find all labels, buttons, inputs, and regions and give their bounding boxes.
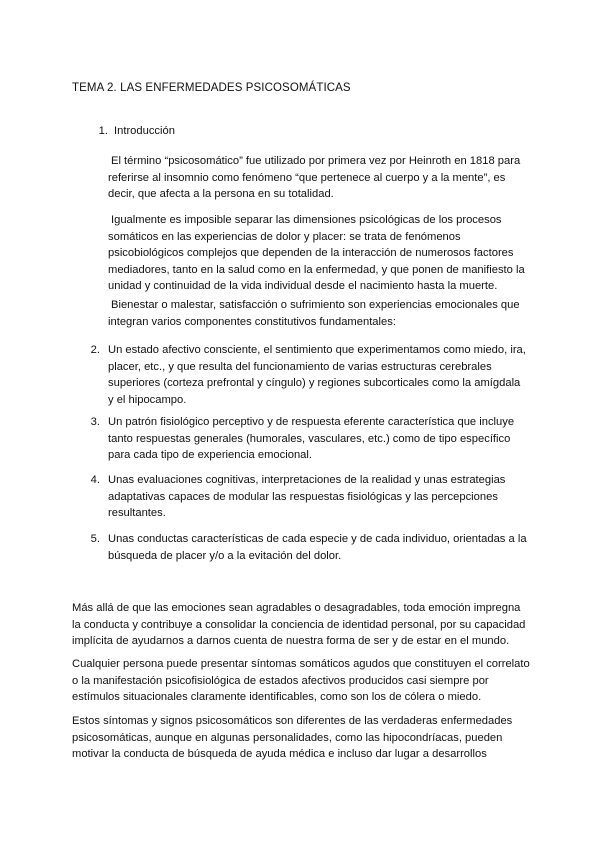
list-item-text: Un patrón fisiológico perceptivo y de respuesta eferente característica que incluye tanto respuestas generales (humorales, vasculares, etc.) como de tipo específico para cada tipo de experiencia emocional. — [108, 416, 515, 462]
list-item-text: Unas evaluaciones cognitivas, interpretaciones de la realidad y unas estrategias adaptativas capaces de modular las respuestas fisiológicas y las percepciones resultantes. — [108, 474, 506, 520]
list-item-number: 4. — [90, 474, 100, 486]
section-number: 1. — [98, 125, 108, 137]
body-paragraph: Más allá de que las emociones sean agradables o desagradables, toda emoción impregna la conducta y contribuye a consolidar la conciencia de identidad personal, por su capacidad implícita de ayudarnos a darnos cuenta de nuestra forma de ser y de estar en el mundo. — [72, 602, 526, 648]
body-paragraph: Estos síntomas y signos psicosomáticos son diferentes de las verdaderas enfermedades psicosomáticas, aunque en algunas personalidades, como las hipocondríacas, pueden motivar la conducta de búsqueda de ayuda médica e incluso dar lugar a desarrollos — [72, 715, 513, 761]
list-item-number: 3. — [90, 416, 100, 428]
list-item-text: Unas conductas características de cada especie y de cada individuo, orientadas a la búsqueda de placer y/o a la evitación del dolor. — [108, 533, 527, 562]
section-heading: Introducción — [114, 125, 175, 137]
list-item-text: Un estado afectivo consciente, el sentimiento que experimentamos como miedo, ira, placer, etc., y que resulta del funcionamiento de varias estructuras cerebrales superiores (corteza prefrontal y cíngulo) y regiones subcorticales como la amígdala y el hipocampo. — [108, 344, 526, 406]
list-item-number: 5. — [90, 533, 100, 545]
body-paragraph: Cualquier persona puede presentar síntomas somáticos agudos que constituyen el correlato o la manifestación psicofisiológica de estados afectivos producidos casi siempre por estímulos situacionales claramente identificables, como son los de cólera o miedo. — [72, 658, 530, 704]
document-title: TEMA 2. LAS ENFERMEDADES PSICOSOMÁTICAS — [72, 82, 351, 94]
intro-paragraph: Igualmente es imposible separar las dimensiones psicológicas de los procesos somáticos en las experiencias de dolor y placer: se trata de fenómenos psicobiológicos complejos que dependen de la interacción de numerosos factores mediadores, tanto en la salud como en la enfermedad, y que ponen de manifiesto la unidad y continuidad de la vida individual desde el nacimiento hasta la muerte. — [108, 214, 525, 293]
intro-paragraph: Bienestar o malestar, satisfacción o sufrimiento son experiencias emocionales que integran varios componentes constitutivos fundamentales: — [108, 299, 520, 328]
list-item-number: 2. — [90, 344, 100, 356]
intro-paragraph: El término “psicosomático” fue utilizado por primera vez por Heinroth en 1818 para referirse al insomnio como fenómeno “que pertenece al cuerpo y a la mente”, es decir, que afecta a la persona en su totalidad. — [108, 155, 521, 201]
